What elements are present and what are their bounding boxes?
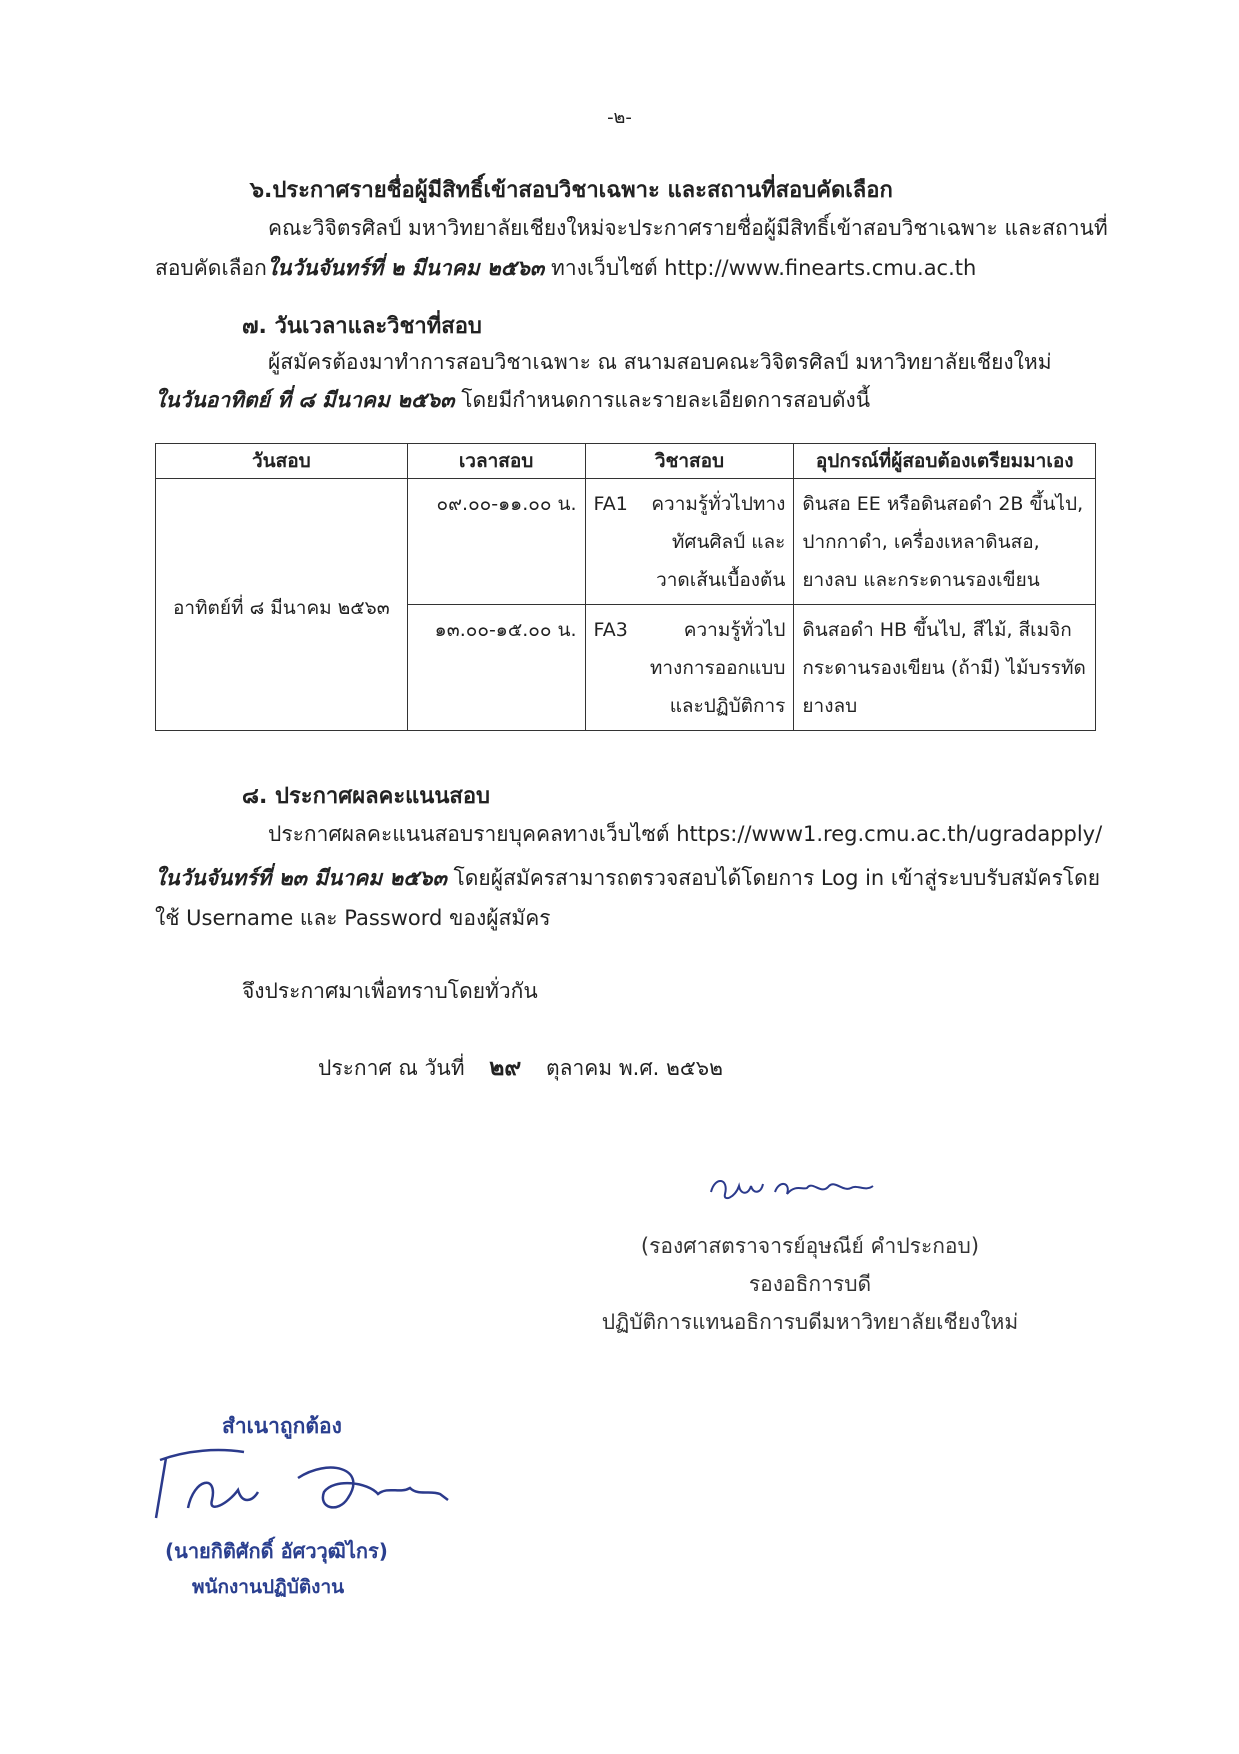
section8-date: ในวันจันทร์ที่ ๒๓ มีนาคม ๒๕๖๓	[155, 866, 447, 890]
signatory-acting-title: ปฏิบัติการแทนอธิการบดีมหาวิทยาลัยเชียงใหม่	[601, 1310, 1019, 1334]
subject-code: FA1	[593, 493, 628, 515]
header-exam-time: เวลาสอบ	[407, 444, 585, 479]
signatory-title: รองอธิการบดี	[748, 1272, 872, 1296]
section7-line2-suffix: โดยมีกำหนดการและรายละเอียดการสอบดังนี้	[454, 388, 871, 412]
certified-copy-stamp: สำเนาถูกต้อง	[222, 1414, 342, 1438]
section7-line1: ผู้สมัครต้องมาทำการสอบวิชาเฉพาะ ณ สนามสอบคณะวิจิตรศิลป์ มหาวิทยาลัยเชียงใหม่	[268, 350, 1052, 374]
section7-date: ในวันอาทิตย์ ที่ ๘ มีนาคม ๒๕๖๓	[155, 388, 455, 412]
subject-cell	[585, 605, 794, 731]
equipment-line: ยางลบ	[802, 695, 858, 717]
section8-heading: ๘. ประกาศผลคะแนนสอบ	[242, 784, 490, 809]
exam-day-cell: อาทิตย์ที่ ๘ มีนาคม ๒๕๖๓	[156, 479, 408, 731]
header-subject: วิชาสอบ	[585, 444, 794, 479]
equipment-line: ยางลบ และกระดานรองเขียน	[802, 569, 1040, 591]
section8-line2-suffix: โดยผู้สมัครสามารถตรวจสอบได้โดยการ Log in เข้าสู่ระบบรับสมัครโดย	[446, 866, 1101, 890]
equipment-line: ดินสอ EE หรือดินสอดำ 2B ขึ้นไป,	[802, 493, 1084, 515]
section6-line2-prefix: สอบคัดเลือก	[155, 256, 267, 280]
header-equipment: อุปกรณ์ที่ผู้สอบต้องเตรียมมาเอง	[794, 444, 1096, 479]
subject-cell	[585, 479, 794, 605]
section7-line2	[155, 384, 870, 417]
page-number: -๒-	[607, 107, 632, 128]
equipment-line: กระดานรองเขียน (ถ้ามี) ไม้บรรทัด	[802, 657, 1086, 679]
subject-line: ความรู้ทั่วไปทาง	[651, 493, 786, 515]
exam-time-cell: ๐๙.๐๐-๑๑.๐๐ น.	[407, 479, 585, 605]
section8-line1: ประกาศผลคะแนนสอบรายบุคคลทางเว็บไซต์ https://www1.reg.cmu.ac.th/ugradapply/	[268, 822, 1103, 846]
signatory-name: (รองศาสตราจารย์อุษณีย์ คำประกอบ)	[640, 1234, 980, 1258]
section6-date: ในวันจันทร์ที่ ๒ มีนาคม ๒๕๖๓	[266, 256, 545, 280]
announced-day: ๒๙	[489, 1055, 522, 1081]
section6-heading: ๖.ประกาศรายชื่อผู้มีสิทธิ์เข้าสอบวิชาเฉพาะ และสถานที่สอบคัดเลือก	[250, 178, 893, 203]
announced-prefix: ประกาศ ณ วันที่	[318, 1056, 465, 1080]
header-exam-date: วันสอบ	[156, 444, 408, 479]
certifier-name: (นายกิติศักดิ์ อัศววุฒิไกร)	[165, 1539, 388, 1563]
subject-line: ทัศนศิลป์ และ	[671, 531, 786, 553]
exam-schedule-table	[155, 443, 1096, 731]
announcement-date	[318, 1050, 723, 1086]
announced-month-year: ตุลาคม พ.ศ. ๒๕๖๒	[545, 1056, 723, 1080]
exam-time-cell: ๑๓.๐๐-๑๕.๐๐ น.	[407, 605, 585, 731]
equipment-cell	[794, 605, 1096, 731]
signature-certifier	[148, 1438, 488, 1528]
section7-heading: ๗. วันเวลาและวิชาที่สอบ	[242, 314, 482, 339]
closing-line: จึงประกาศมาเพื่อทราบโดยทั่วกัน	[242, 979, 538, 1003]
certifier-position: พนักงานปฏิบัติงาน	[192, 1576, 345, 1598]
table-row	[156, 479, 1096, 605]
section6-line1: คณะวิจิตรศิลป์ มหาวิทยาลัยเชียงใหม่จะประกาศรายชื่อผู้มีสิทธิ์เข้าสอบวิชาเฉพาะ และสถานที่	[268, 216, 1108, 240]
subject-line: ความรู้ทั่วไป	[683, 619, 786, 641]
table-header-row	[156, 444, 1096, 479]
section8-line2	[155, 862, 1100, 895]
section8-line3: ใช้ Username และ Password ของผู้สมัคร	[155, 906, 551, 930]
equipment-line: ปากกาดำ, เครื่องเหลาดินสอ,	[802, 531, 1040, 553]
subject-line: ทางการออกแบบ	[649, 657, 786, 679]
subject-line: และปฏิบัติการ	[669, 695, 786, 717]
section6-line2	[155, 252, 976, 285]
equipment-cell	[794, 479, 1096, 605]
section6-line2-suffix: ทางเว็บไซต์ http://www.finearts.cmu.ac.th	[544, 256, 977, 280]
subject-code: FA3	[593, 619, 628, 641]
equipment-line: ดินสอดำ HB ขึ้นไป, สีไม้, สีเมจิก	[802, 619, 1072, 641]
signature-vice-president	[705, 1170, 885, 1210]
subject-line: วาดเส้นเบื้องต้น	[656, 569, 786, 591]
